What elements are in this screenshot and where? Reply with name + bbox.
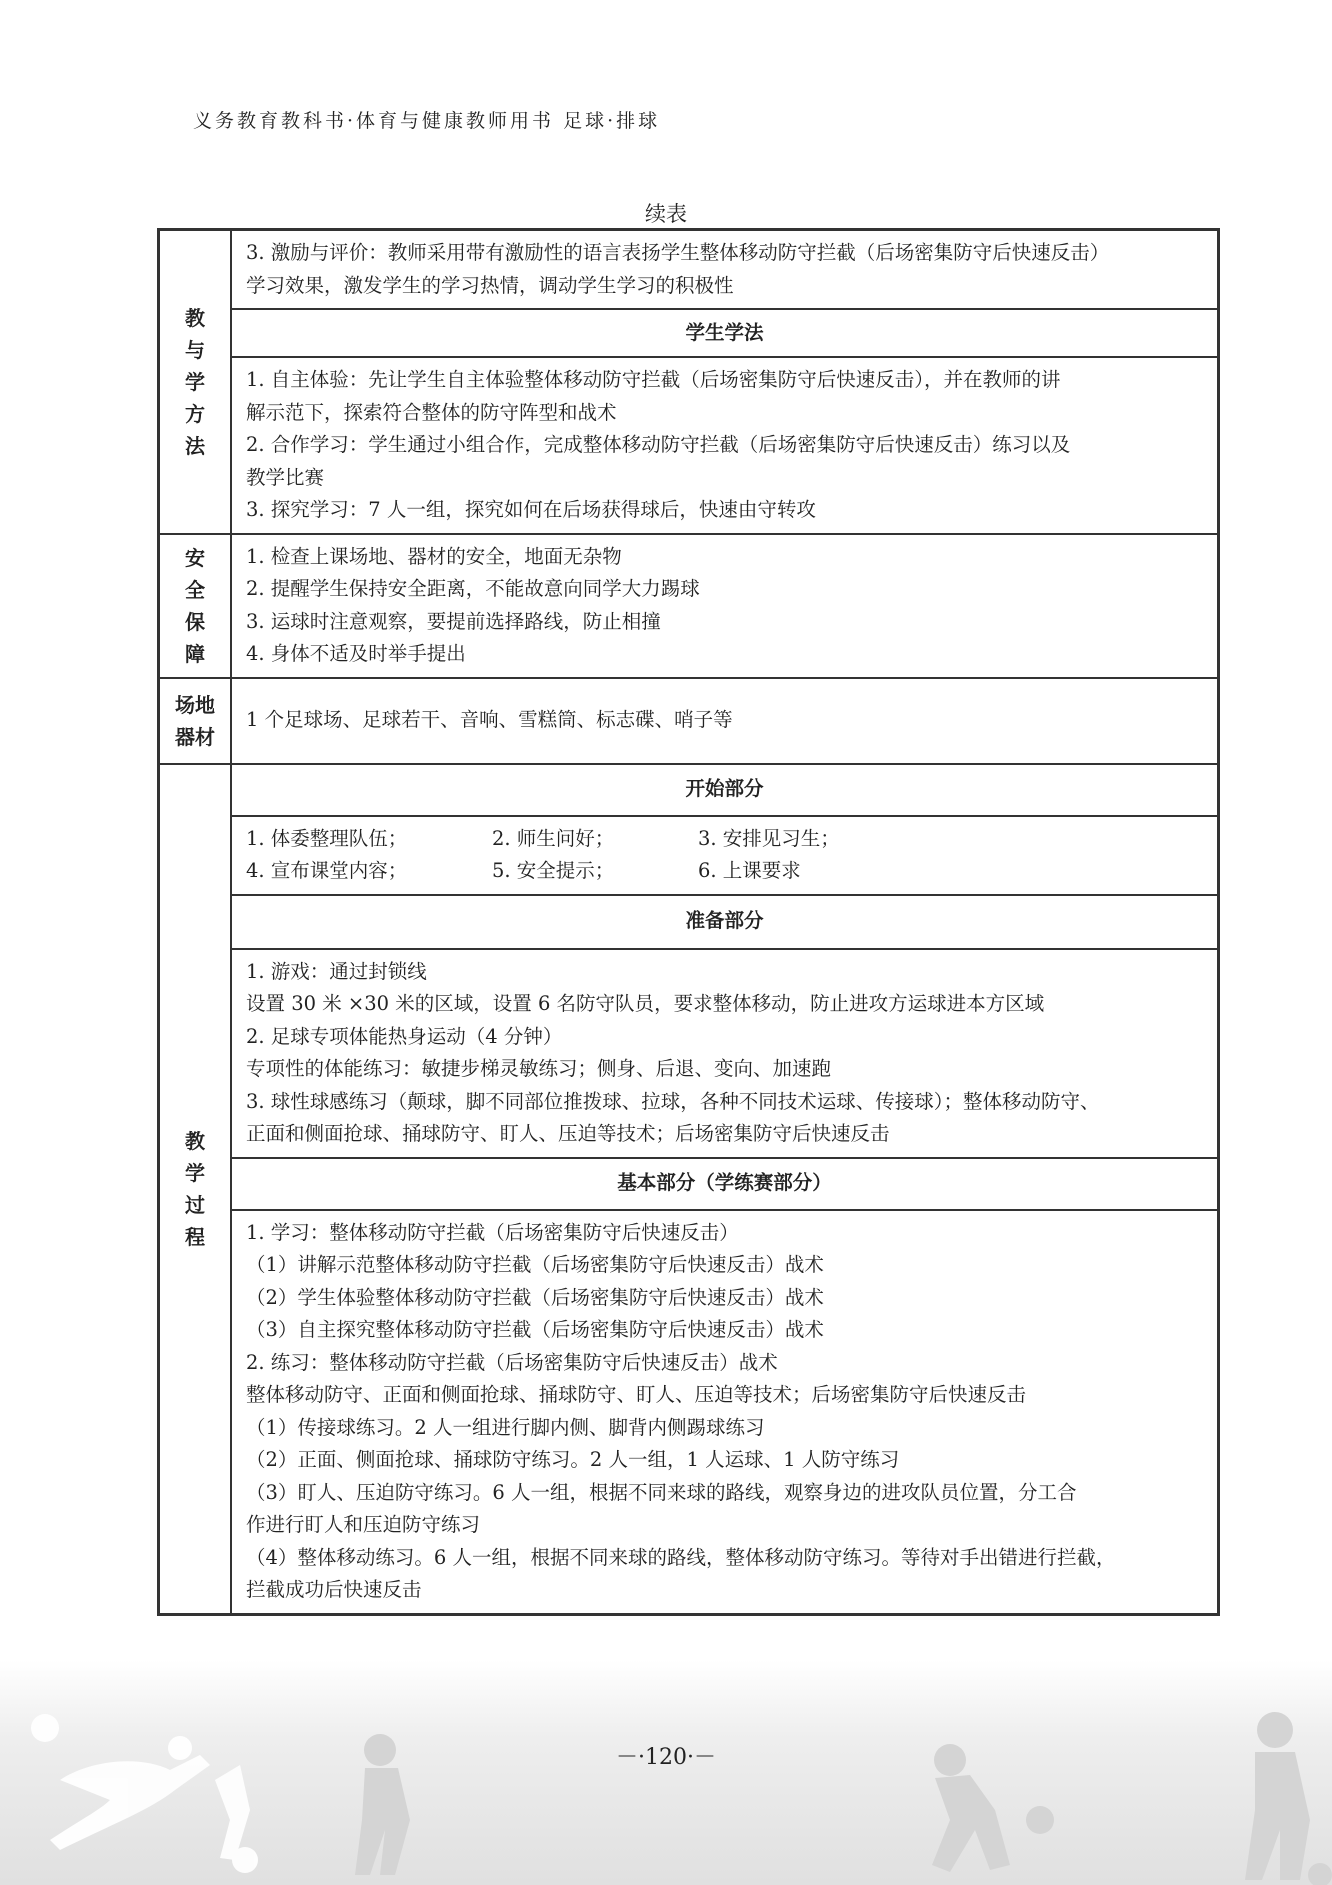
prep-title: 准备部分: [231, 895, 1219, 949]
main-title: 基本部分（学练赛部分）: [231, 1158, 1219, 1210]
main-cell: 1. 学习：整体移动防守拦截（后场密集防守后快速反击） （1）讲解示范整体移动防守拦截（后场密集防守后快速反击）战术 （2）学生体验整体移动防守拦截（后场密集防守后快速反击）战术 （3）自主探究整体移动防守拦截（后场密集防守后快速反击）战术 2. 练习：整体移动防守拦截（后场密集防守后快速反击）战术 整体移动防守、正面和侧面抢球、捅球防守、盯人、压迫等技术；后场密集防守后快速反击 （1）传接球练习。2 人一组进行脚内侧、脚背内侧踢球练习 （2）正面、侧面抢球、捅球防守练习。2 人一组，1 人运球、1 人防守练习 （3）盯人、压迫防守练习。6 人一组，根据不同来球的路线，观察身边的进攻队员位置，分工合 作进行盯人和压迫防守练习 （4）整体移动练习。6 人一组，根据不同来球的路线，整体移动防守练习。等待对手出错进行拦截， 拦截成功后快速反击: [231, 1210, 1219, 1615]
table-row: [159, 534, 1219, 678]
venue-cell: 1 个足球场、足球若干、音响、雪糕筒、标志碟、哨子等: [231, 678, 1219, 764]
table-row: [159, 678, 1219, 764]
table-row: [159, 895, 1219, 949]
venue-label: 场地 器材: [159, 678, 232, 764]
teach-learn-label: 教 与 学 方 法: [159, 230, 232, 534]
ball-icon: [1308, 1863, 1332, 1885]
prep-cell: 1. 游戏：通过封锁线 设置 30 米 ×30 米的区域，设置 6 名防守队员，要求整体移动，防止进攻方运球进本方区域 2. 足球专项体能热身运动（4 分钟） 专项性的体能练习：敏捷步梯灵敏练习；侧身、后退、变向、加速跑 3. 球性球感练习（颠球，脚不同部位推拨球、拉球，各种不同技术运球、传接球）；整体移动防守、 正面和侧面抢球、捅球防守、盯人、压迫等技术；后场密集防守后快速反击: [231, 949, 1219, 1158]
soccer-players-decoration: [0, 1660, 1332, 1885]
player-silhouette-icon: [932, 1775, 1010, 1872]
ball-icon: [232, 1847, 258, 1873]
table-row: [159, 357, 1219, 534]
table-row: [159, 1210, 1219, 1615]
opening-cell: 1. 体委整理队伍； 2. 师生问好； 3. 安排见习生； 4. 宣布课堂内容； 5. 安全提示； 6. 上课要求: [231, 816, 1219, 895]
player-silhouette-icon: [215, 1765, 250, 1860]
safety-label: 安 全 保 障: [159, 534, 232, 678]
ball-icon: [1026, 1806, 1054, 1834]
player-silhouette-icon: [1245, 1752, 1310, 1880]
running-header: 义务教育教科书·体育与健康教师用书 足球·排球: [193, 110, 661, 132]
evaluation-cell: 3. 激励与评价：教师采用带有激励性的语言表扬学生整体移动防守拦截（后场密集防守后快速反击） 学习效果，激发学生的学习热情，调动学生学习的积极性: [231, 230, 1219, 310]
page-number: －·120·－: [616, 1745, 716, 1770]
table-row: [159, 230, 1219, 310]
table-row: [159, 816, 1219, 895]
opening-title: 开始部分: [231, 764, 1219, 816]
table-row: [159, 1158, 1219, 1210]
safety-cell: 1. 检查上课场地、器材的安全，地面无杂物 2. 提醒学生保持安全距离，不能故意向同学大力踢球 3. 运球时注意观察，要提前选择路线，防止相撞 4. 身体不适及时举手提出: [231, 534, 1219, 678]
process-label: 教 学 过 程: [159, 764, 232, 1615]
table-caption: 续表: [645, 202, 687, 226]
lesson-plan-table: [157, 228, 1220, 1616]
student-methods-title: 学生学法: [231, 309, 1219, 357]
table-row: [159, 764, 1219, 816]
table-row: [159, 949, 1219, 1158]
player-silhouette-icon: [355, 1768, 410, 1875]
student-methods-cell: 1. 自主体验：先让学生自主体验整体移动防守拦截（后场密集防守后快速反击），并在教师的讲 解示范下，探索符合整体的防守阵型和战术 2. 合作学习：学生通过小组合作，完成整体移动防守拦截（后场密集防守后快速反击）练习以及 教学比赛 3. 探究学习：7 人一组，探究如何在后场获得球后，快速由守转攻: [231, 357, 1219, 534]
table-row: [159, 309, 1219, 357]
ball-icon: [31, 1714, 59, 1742]
